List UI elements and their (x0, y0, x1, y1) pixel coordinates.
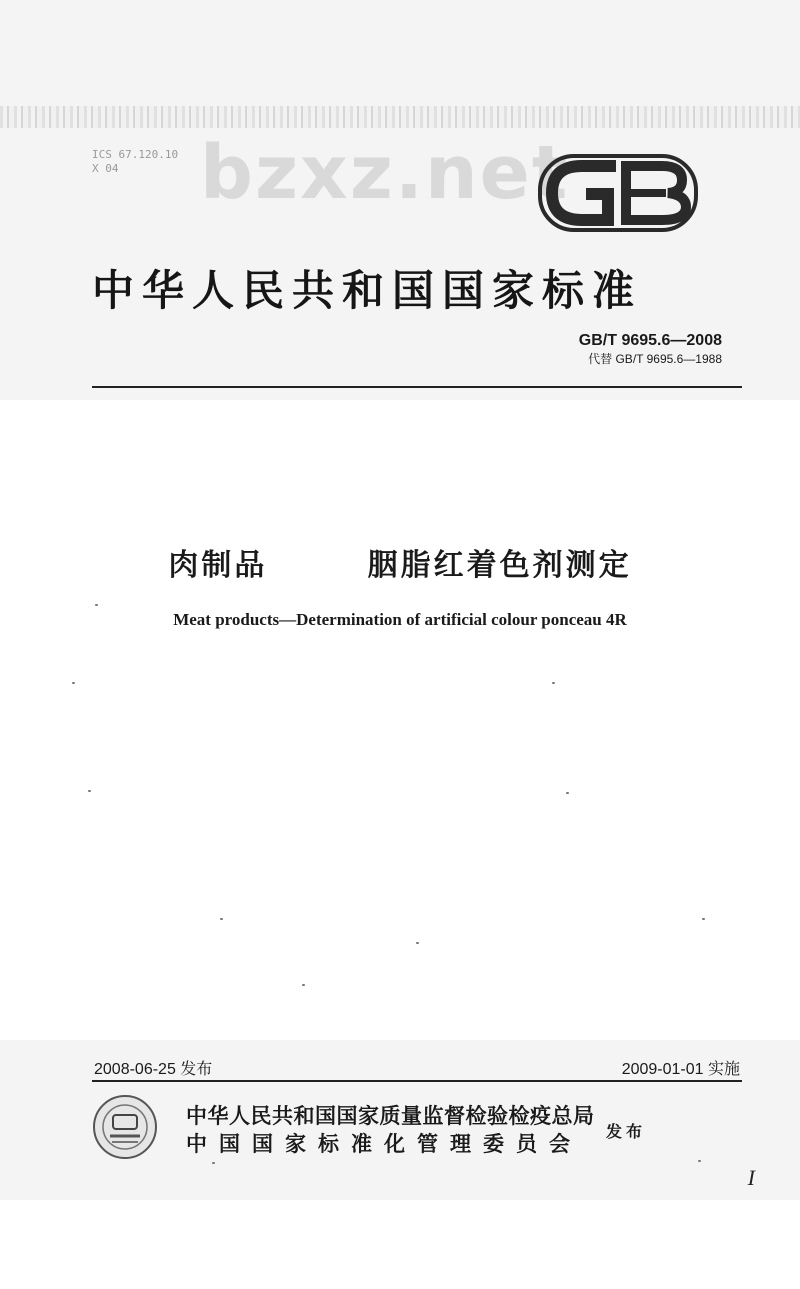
document-title-cn: 肉制品 胭脂红着色剂测定 (168, 548, 632, 583)
header-divider (92, 386, 742, 388)
ics-code (92, 148, 178, 176)
scan-speck (220, 918, 223, 920)
scan-speck (566, 792, 569, 794)
national-standard-title: 中华人民共和国国家标准 (92, 266, 643, 315)
issuer-line-1: 中华人民共和国国家质量监督检验检疫总局 (186, 1103, 595, 1128)
scan-speck (698, 1160, 701, 1162)
document-title-en: Meat products—Determination of artificial colour ponceau 4R (173, 610, 627, 629)
scan-speck (212, 1162, 215, 1164)
standard-number: GB/T 9695.6—2008 (578, 332, 722, 349)
scan-speck (552, 682, 555, 684)
scan-speck (88, 790, 91, 792)
page-mark: I (745, 1165, 758, 1190)
issue-label: 发布 (606, 1122, 647, 1141)
issuer-line-2: 中国国家标准化管理委员会 (186, 1131, 582, 1156)
scan-speck (72, 682, 75, 684)
replaced-standard: 代替 GB/T 9695.6—1988 (588, 352, 722, 366)
gb-logo-icon (538, 152, 698, 234)
footer-divider (92, 1080, 742, 1082)
ics-code-line1: ICS 67.120.10 (92, 148, 179, 161)
watermark: bzxz.net (200, 130, 570, 216)
scan-speck (302, 984, 305, 986)
official-seal-icon (92, 1094, 158, 1160)
ics-code-line2: X 04 (92, 162, 119, 175)
scan-speck (416, 942, 419, 944)
implementation-date: 2009-01-01 实施 (621, 1061, 740, 1078)
release-date: 2008-06-25 发布 (94, 1061, 213, 1078)
scan-speck (702, 918, 705, 920)
scan-speck (95, 604, 98, 606)
scan-noise-strip (0, 106, 800, 128)
